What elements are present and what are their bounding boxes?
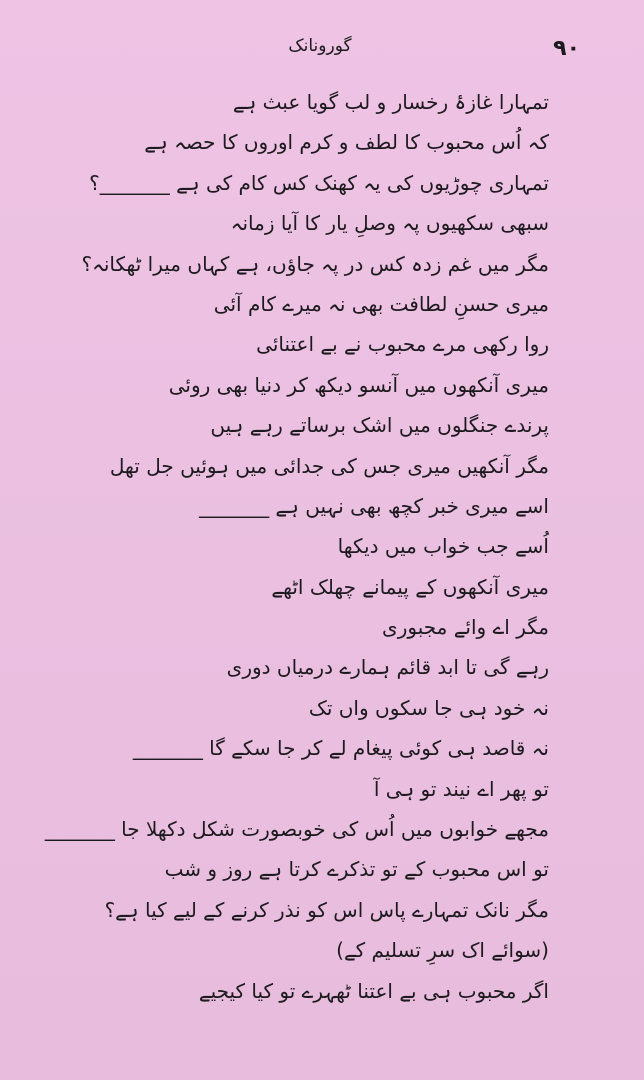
poem-line: مگر اے وائے مجبوری bbox=[382, 615, 549, 640]
poem-line: مگر آنکھیں میری جس کی جدائی میں ہوئیں جل تھل bbox=[109, 453, 549, 478]
poem-line: (سوائے اک سرِ تسلیم کے) bbox=[336, 938, 549, 963]
poem-line: پرندے جنگلوں میں اشک برساتے رہے ہیں bbox=[210, 413, 549, 438]
poem-line: میری حسنِ لطافت بھی نہ میرے کام آئی bbox=[213, 291, 549, 316]
poem-line: تو اس محبوب کے تو تذکرے کرتا ہے روز و شب bbox=[164, 857, 549, 882]
poem-line: مگر میں غم زدہ کس در پہ جاؤں، ہے کہاں میرا ٹھکانہ؟ bbox=[81, 251, 549, 276]
poem-line: اُسے جب خواب میں دیکھا bbox=[337, 534, 549, 559]
poem-line: نہ خود ہی جا سکوں واں تک bbox=[308, 695, 549, 720]
poem-lines bbox=[44, 82, 549, 1011]
poem-line: مگر نانک تمہارے پاس اس کو نذر کرنے کے لیے کیا ہے؟ bbox=[104, 897, 549, 922]
poem-line: کہ اُس محبوب کا لطف و کرم اوروں کا حصہ ہے bbox=[144, 130, 549, 155]
poem-line: اسے میری خبر کچھ بھی نہیں ہے _______ bbox=[199, 493, 549, 518]
page-number: ۹۰ bbox=[553, 36, 580, 61]
poem-line: تمہاری چوڑیوں کی یہ کھنک کس کام کی ہے _______؟ bbox=[89, 170, 549, 195]
page-header bbox=[0, 34, 644, 74]
poem-line: سبھی سکھیوں پہ وصلِ یار کا آیا زمانہ bbox=[230, 211, 549, 236]
poem-line: روا رکھی مرے محبوب نے بے اعتنائی bbox=[256, 332, 549, 357]
poem-line: رہے گی تا ابد قائم ہمارے درمیاں دوری bbox=[226, 655, 549, 680]
poem-line: اگر محبوب ہی بے اعتنا ٹھہرے تو کیا کیجیے bbox=[198, 978, 549, 1003]
poem-line: میری آنکھوں کے پیمانے چھلک اٹھے bbox=[271, 574, 549, 599]
running-title: گورونانک bbox=[288, 36, 352, 56]
poem-line: تو پھر اے نیند تو ہی آ bbox=[373, 776, 549, 801]
poem-line: تمہارا غازۂ رخسار و لب گویا عبث ہے bbox=[232, 90, 549, 114]
poem-line: نہ قاصد ہی کوئی پیغام لے کر جا سکے گا _______ bbox=[132, 736, 549, 761]
poem-line: میری آنکھوں میں آنسو دیکھ کر دنیا بھی روئی bbox=[168, 372, 549, 397]
poem-line: مجھے خوابوں میں اُس کی خوبصورت شکل دکھلا جا _______ bbox=[44, 817, 549, 842]
